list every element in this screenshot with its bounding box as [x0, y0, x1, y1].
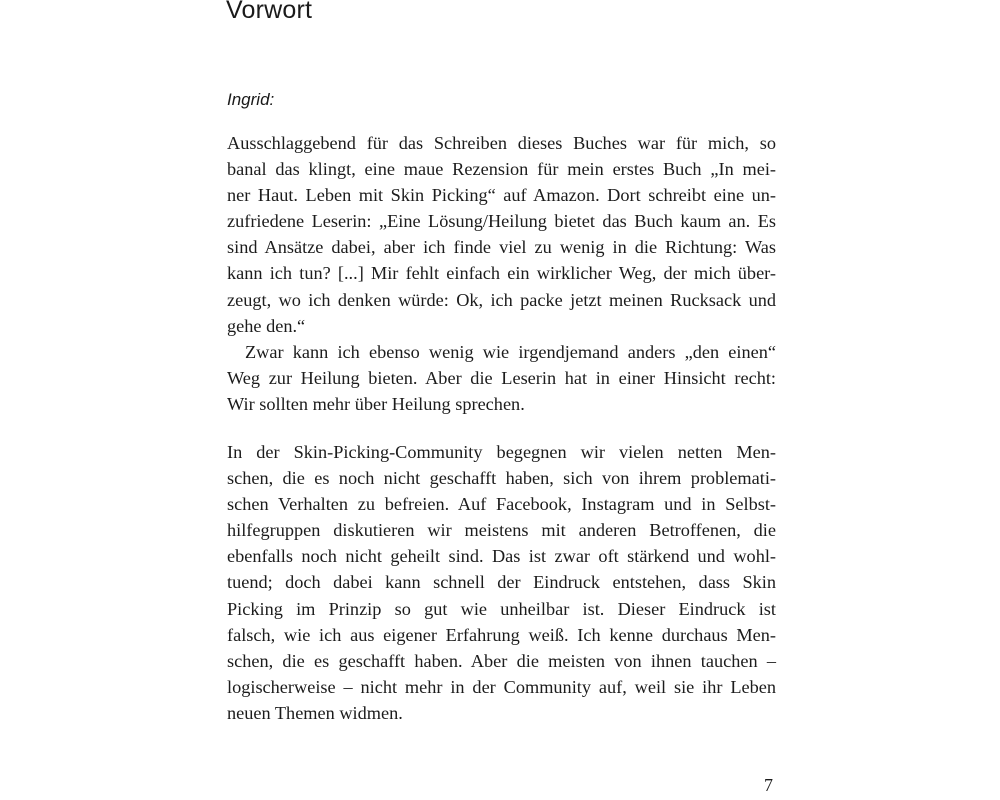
- paragraph-1: [227, 130, 776, 339]
- text-line: kann ich tun? [...] Mir fehlt einfach ein wirklicher Weg, der mich über-: [227, 263, 776, 284]
- text-line: ebenfalls noch nicht geheilt sind. Das ist zwar oft stärkend und wohl-: [227, 546, 776, 567]
- text-line: zufriedene Leserin: „Eine Lösung/Heilung bietet das Buch kaum an. Es: [227, 211, 776, 232]
- text-line: ner Haut. Leben mit Skin Picking“ auf Amazon. Dort schreibt eine un-: [227, 185, 776, 206]
- text-line: In der Skin-Picking-Community begegnen wir vielen netten Men-: [227, 442, 776, 462]
- chapter-title: Vorwort: [226, 0, 313, 24]
- text-line: tuend; doch dabei kann schnell der Eindruck entstehen, dass Skin: [227, 572, 776, 593]
- page-number: 7: [764, 775, 773, 795]
- text-line: schen Verhalten zu befreien. Auf Facebook, Instagram und in Selbst-: [227, 494, 776, 515]
- paragraph-3: [227, 439, 776, 726]
- text-line: falsch, wie ich aus eigener Erfahrung weiß. Ich kenne durchaus Men-: [227, 624, 776, 645]
- text-line: Weg zur Heilung bieten. Aber die Leserin hat in einer Hinsicht recht:: [227, 368, 776, 389]
- paragraph-2: [227, 339, 776, 417]
- text-line: Ausschlaggebend für das Schreiben dieses Buches war für mich, so: [227, 133, 776, 153]
- text-line: zeugt, wo ich denken würde: Ok, ich packe jetzt meinen Rucksack und: [227, 289, 776, 310]
- author-label: Ingrid:: [227, 90, 275, 109]
- text-line: Picking im Prinzip so gut wie unheilbar ist. Dieser Eindruck ist: [227, 598, 776, 619]
- text-line: schen, die es geschafft haben. Aber die meisten von ihnen tauchen –: [227, 650, 776, 671]
- text-line: hilfegruppen diskutieren wir meistens mit anderen Betroffenen, die: [227, 520, 776, 541]
- text-line: schen, die es noch nicht geschafft haben, sich von ihrem problemati-: [227, 468, 776, 489]
- text-line: gehe den.“: [227, 315, 306, 336]
- text-line: sind Ansätze dabei, aber ich finde viel zu wenig in die Richtung: Was: [227, 237, 776, 258]
- text-line: banal das klingt, eine maue Rezension für mein erstes Buch „In mei-: [227, 159, 776, 180]
- text-line: Zwar kann ich ebenso wenig wie irgendjemand anders „den einen“: [245, 342, 776, 362]
- text-line: logischerweise – nicht mehr in der Community auf, weil sie ihr Leben: [227, 676, 776, 697]
- text-line: neuen Themen widmen.: [227, 702, 403, 723]
- text-line: Wir sollten mehr über Heilung sprechen.: [227, 394, 525, 415]
